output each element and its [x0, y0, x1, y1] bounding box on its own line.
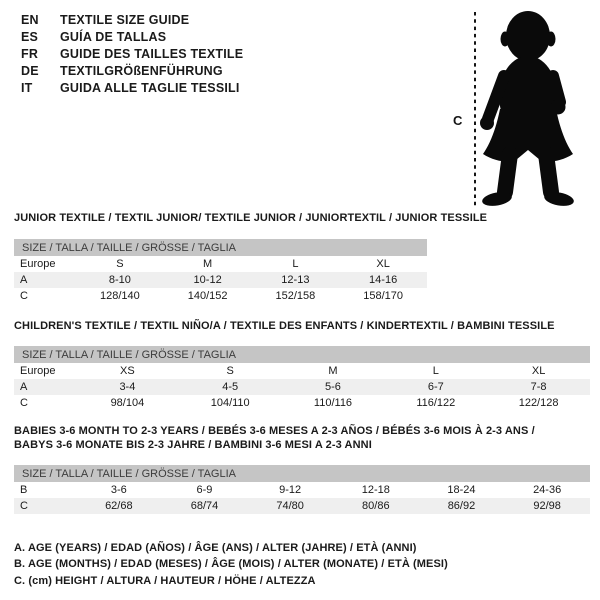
table-row: [14, 272, 427, 288]
table-row: [14, 395, 590, 411]
size-cell: 86/92: [419, 498, 505, 514]
height-measure-label: C: [453, 113, 463, 128]
language-label: GUÍA DE TALLAS: [60, 30, 167, 44]
size-cell: 62/68: [76, 498, 162, 514]
size-cell: 110/116: [313, 397, 353, 409]
figure-area: [450, 4, 590, 214]
language-row-es: [21, 29, 243, 46]
footnotes: [14, 540, 448, 589]
language-code: FR: [21, 47, 39, 61]
children-size-table: [14, 346, 590, 411]
size-cell: 3-6: [110, 484, 127, 496]
size-cell: 4-5: [179, 379, 282, 395]
table-row: [14, 256, 427, 272]
size-cell: L: [432, 365, 439, 377]
size-cell: 6-7: [384, 379, 487, 395]
size-header: SIZE / TALLA / TAILLE / GRÖSSE / TAGLIA: [14, 239, 427, 256]
size-cell: M: [203, 258, 213, 270]
language-code: EN: [21, 13, 39, 27]
baby-silhouette-icon: [450, 4, 590, 214]
table-row: [14, 482, 590, 498]
size-cell: 74/80: [247, 498, 333, 514]
language-label: GUIDE DES TAILLES TEXTILE: [60, 47, 244, 61]
children-table-heading: CHILDREN'S TEXTILE / TEXTIL NIÑO/A / TEXTILE DES ENFANTS / KINDERTEXTIL / BAMBINI TESSILE: [14, 320, 555, 332]
size-cell: 18-24: [447, 484, 476, 496]
language-code: IT: [21, 81, 33, 95]
language-label: TEXTILE SIZE GUIDE: [60, 13, 190, 27]
footnote-c: C. (cm) HEIGHT / ALTURA / HAUTEUR / HÖHE / ALTEZZA: [14, 574, 316, 587]
size-cell: 3-4: [76, 379, 179, 395]
size-cell: 24-36: [533, 484, 562, 496]
size-cell: L: [292, 258, 299, 270]
size-cell: 5-6: [282, 379, 385, 395]
table-header-row: [14, 239, 427, 256]
size-cell: XL: [531, 365, 546, 377]
size-cell: S: [226, 365, 234, 377]
size-cell: 92/98: [504, 498, 590, 514]
language-label: GUIDA ALLE TAGLIE TESSILI: [60, 81, 240, 95]
language-row-en: [21, 12, 243, 29]
row-label: Europe: [20, 365, 56, 377]
table-header-row: [14, 346, 590, 363]
size-cell: S: [116, 258, 124, 270]
table-row: [14, 498, 590, 514]
size-cell: 6-9: [196, 484, 213, 496]
size-cell: 98/104: [110, 397, 145, 409]
size-cell: 10-12: [164, 272, 252, 288]
language-code: ES: [21, 30, 39, 44]
table-row: [14, 379, 590, 395]
size-cell: 128/140: [99, 290, 140, 302]
size-cell: 140/152: [187, 290, 228, 302]
table-header-row: [14, 465, 590, 482]
table-row: [14, 363, 590, 379]
row-label: C: [14, 498, 76, 514]
size-cell: 104/110: [210, 397, 250, 409]
language-row-fr: [21, 46, 243, 63]
language-row-de: [21, 63, 243, 80]
language-list: [21, 12, 243, 97]
size-cell: 116/122: [416, 397, 456, 409]
size-cell: XL: [376, 258, 390, 270]
footnote-b: B. AGE (MONTHS) / EDAD (MESES) / ÂGE (MOIS) / ALTER (MONATE) / ETÀ (MESI): [14, 558, 448, 571]
row-label: C: [20, 397, 28, 409]
junior-table-heading: JUNIOR TEXTILE / TEXTIL JUNIOR/ TEXTILE JUNIOR / JUNIORTEXTIL / JUNIOR TESSILE: [14, 212, 488, 224]
row-label: B: [20, 484, 28, 496]
babies-size-table: [14, 465, 590, 514]
junior-size-table: [14, 239, 427, 304]
size-header: SIZE / TALLA / TAILLE / GRÖSSE / TAGLIA: [14, 465, 590, 482]
size-cell: 7-8: [487, 379, 590, 395]
table-row: [14, 288, 427, 304]
size-cell: XS: [120, 365, 135, 377]
footnote-a: A. AGE (YEARS) / EDAD (AÑOS) / ÂGE (ANS) / ALTER (JAHRE) / ETÀ (ANNI): [14, 542, 417, 554]
size-cell: M: [328, 365, 338, 377]
row-label: A: [14, 272, 76, 288]
row-label: Europe: [20, 258, 56, 270]
size-header: SIZE / TALLA / TAILLE / GRÖSSE / TAGLIA: [14, 346, 590, 363]
size-cell: 14-16: [339, 272, 427, 288]
language-label: TEXTILGRÖßENFÜHRUNG: [60, 64, 223, 78]
size-cell: 122/128: [518, 397, 559, 409]
babies-table-heading: BABIES 3-6 MONTH TO 2-3 YEARS / BEBÉS 3-6 MESES A 2-3 AÑOS / BÉBÉS 3-6 MOIS À 2-3 ANS / BABYS 3-6 MONATE BIS 2-3 JAHRE / BAMBINI 3-6 MESI A 2-3 ANNI: [14, 425, 535, 451]
row-label: C: [20, 290, 28, 302]
row-label: A: [14, 379, 76, 395]
size-cell: 12-13: [252, 272, 340, 288]
size-cell: 80/86: [333, 498, 419, 514]
size-cell: 68/74: [162, 498, 248, 514]
language-row-it: [21, 80, 243, 97]
size-cell: 8-10: [76, 272, 164, 288]
size-cell: 158/170: [363, 290, 403, 302]
size-cell: 9-12: [279, 484, 302, 496]
language-code: DE: [21, 64, 39, 78]
size-cell: 12-18: [361, 484, 390, 496]
size-cell: 152/158: [275, 290, 316, 302]
